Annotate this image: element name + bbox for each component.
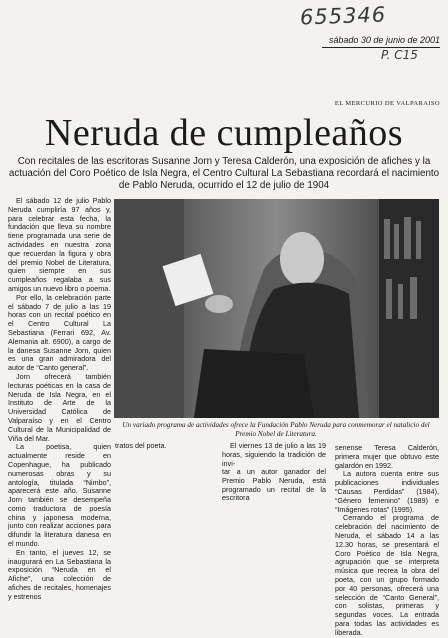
paragraph: Jorn ofrecerá también lecturas poéticas en la casa de Neruda de Isla Negra, en el Instituto de Arte de la Universidad Católica de Valparaíso y en el Centro Cultural de la Municipalidad de Viña del Mar. <box>8 371 111 443</box>
headline: Neruda de cumpleaños <box>44 112 404 154</box>
handwritten-archive-number: 655346 <box>299 2 387 30</box>
paragraph: tratos del poeta. <box>115 441 167 450</box>
paragraph: En tanto, el jueves 12, se inaugurará en La Sebastiana la exposición “Neruda en el Afiche”, una colección de afiches de recitales, homenajes y estrenos <box>8 547 111 601</box>
photo-caption: Un variado programa de actividades ofrece la Fundación Pablo Neruda para conmemorar el natalicio del Premio Nobel de Literatura. <box>122 421 430 438</box>
handwritten-page-ref: P. C15 <box>381 48 418 62</box>
paragraph: tar a un autor ganador del Premio Pablo Neruda, está programado un recital de la escritora <box>222 467 326 503</box>
body-column-3b <box>222 468 326 503</box>
photo-neruda-reading <box>114 199 439 418</box>
paragraph: El viernes 13 de julio a las 19 horas, siguiendo la tradición de invi- <box>222 441 326 468</box>
paragraph: Por ello, la celebración parte el sábado 7 de julio a las 19 horas con un recital poético en el Centro Cultural La Sebastiana (Ferrari 692, Av. Alemania alt. 6900), a cargo de la danesa Susanne Jorn, quien es una gran admiradora del autor de “Canto general”. <box>8 292 111 373</box>
publication-date: sábado 30 de junio de 2001 <box>328 35 440 45</box>
body-column-left <box>8 196 111 601</box>
body-column-3 <box>222 442 326 468</box>
paragraph: El sábado 12 de julio Pablo Neruda cumpliría 97 años y, para celebrar esta fecha, la fundación que lleva su nombre tiene programada una serie de actividades en nuestra zona que recuerdan la figura y obra del premio Nobel de Literatura, quien siempre en sus cumpleaños regalaba a sus amigos un nuevo libro o poema. <box>8 196 111 293</box>
paragraph: senense Teresa Calderón, primera mujer que obtuvo este galardón en 1992. <box>335 443 439 470</box>
article-deck: Con recitales de las escritoras Susanne Jorn y Teresa Calderón, una exposición de afiches y la actuación del Coro Poético de Isla Negra, el Centro Cultural La Sebastiana recordará el nacimiento de Pablo Neruda, ocurrido el 12 de julio de 1904 <box>8 156 440 191</box>
body-column-2 <box>115 442 219 451</box>
paragraph: La autora cuenta entre sus publicaciones individuales “Causas Perdidas” (1984), “Género femenino” (1989) e “Imágenes rotas” (1995). <box>335 469 439 514</box>
paragraph: La poetisa, quien actualmente reside en Copenhague, ha publicado numerosas obras y su antología, titulada “Nimbo”, aparecerá este año. Susanne Jorn también se desempeña como traductora de poesía china y japonesa moderna, junto con realizar acciones para difundir la literatura danesa en el mundo. <box>8 442 111 549</box>
body-column-4 <box>335 444 439 638</box>
date-divider <box>322 47 440 48</box>
newspaper-source: EL MERCURIO DE VALPARAISO <box>334 100 440 107</box>
paragraph: Cerrando el programa de celebración del nacimiento de Neruda, el sábado 14 a las 12.30 horas, se presentará el Coro Poético de Isla Negra, agrupación que se interpreta música que recrea la obra del poeta, con un grupo formado por 40 personas, ofrecerá una selección de “Canto General”, con solistas, primeras y segundas voces. La entrada para todas las actividades es liberada. <box>335 513 439 637</box>
